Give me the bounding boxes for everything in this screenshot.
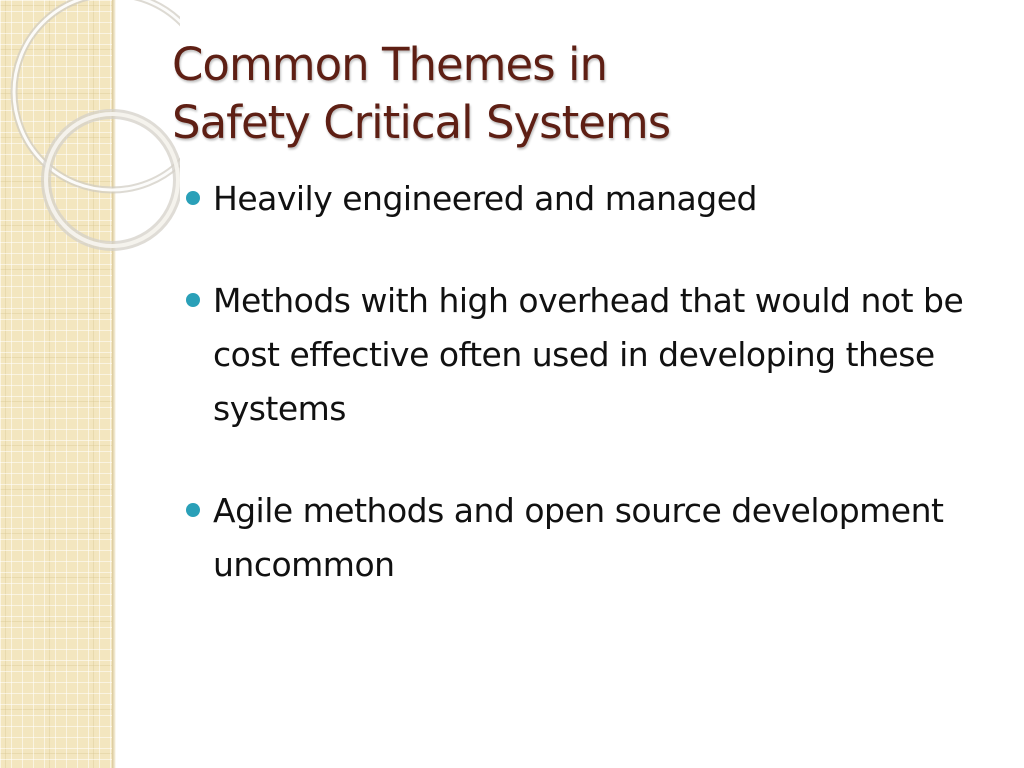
- title-line-1: Common Themes in: [172, 38, 607, 91]
- bullet-item: [180, 274, 980, 436]
- bullet-text: Heavily engineered and managed: [213, 179, 757, 218]
- bullet-dot-icon: [186, 503, 200, 517]
- bullet-dot-icon: [186, 191, 200, 205]
- decorative-rings: [0, 0, 180, 260]
- slide-title: [172, 36, 670, 152]
- bullet-dot-icon: [186, 293, 200, 307]
- bullet-item: [180, 484, 980, 592]
- bullet-text: Methods with high overhead that would not be cost effective often used in developing these systems: [213, 281, 964, 428]
- bullet-item: [180, 172, 980, 226]
- bullet-text: Agile methods and open source development uncommon: [213, 491, 944, 584]
- bullet-list: [180, 172, 980, 640]
- title-line-2: Safety Critical Systems: [172, 96, 671, 149]
